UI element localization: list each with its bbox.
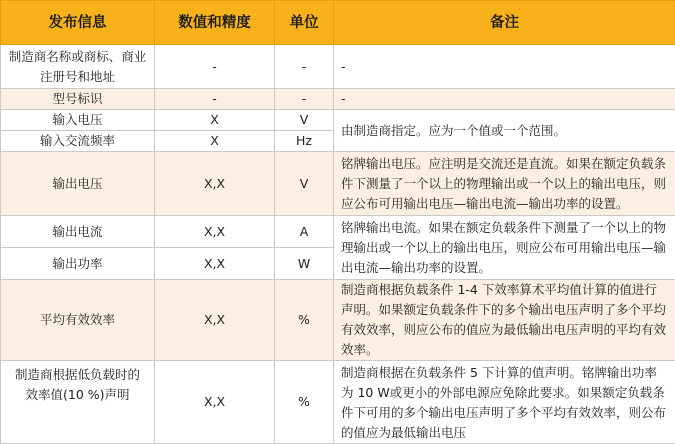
header-unit: 单位 [275, 1, 334, 45]
cell-value: X,X [155, 280, 275, 361]
cell-value: X,X [155, 152, 275, 216]
cell-value: X,X [155, 216, 275, 248]
cell-note: 制造商根据负载条件 1-4 下效率算术平均值计算的值进行声明。如果额定负载条件下的多个输出电压声明了多个平均有效效率，则应公布的值应为最低输出电压声明的平均有效效率。 [334, 280, 675, 361]
header-info: 发布信息 [1, 1, 155, 45]
table-row [1, 152, 675, 216]
cell-info: 制造商根据低负载时的效率值(10 %)声明 [1, 361, 155, 444]
cell-unit: V [275, 152, 334, 216]
cell-unit: - [275, 45, 334, 89]
cell-info: 制造商名称或商标、商业注册号和地址 [1, 45, 155, 89]
cell-info: 输入交流频率 [1, 131, 155, 152]
cell-note: - [334, 89, 675, 110]
cell-info: 型号标识 [1, 89, 155, 110]
cell-note: 制造商根据在负载条件 5 下计算的值声明。铭牌输出功率为 10 W或更小的外部电源应免除此要求。如果额定负载条件下可用的多个输出电压声明了多个平均有效效率，则公布的值应为最低输出电压 [334, 361, 675, 444]
cell-info: 输入电压 [1, 110, 155, 131]
cell-info: 输出功率 [1, 248, 155, 280]
table-row [1, 45, 675, 89]
cell-value: X,X [155, 361, 275, 444]
cell-unit: % [275, 280, 334, 361]
cell-unit: W [275, 248, 334, 280]
cell-unit: % [275, 361, 334, 444]
table-row [1, 89, 675, 110]
cell-value: X [155, 131, 275, 152]
cell-info: 输出电流 [1, 216, 155, 248]
cell-unit: A [275, 216, 334, 248]
cell-unit: - [275, 89, 334, 110]
header-note: 备注 [334, 1, 675, 45]
cell-note-merged: 铭牌输出电流。如果在额定负载条件下测量了一个以上的物理输出或一个以上的输出电压，则应公布可用输出电压—输出电流—输出功率的设置。 [334, 216, 675, 280]
cell-info: 平均有效效率 [1, 280, 155, 361]
cell-unit: Hz [275, 131, 334, 152]
cell-note: 铭牌输出电压。应注明是交流还是直流。如果在额定负载条件下测量了一个以上的物理输出或一个以上的输出电压，则应公布可用输出电压—输出电流—输出功率的设置。 [334, 152, 675, 216]
table-row [1, 361, 675, 444]
header-value: 数值和精度 [155, 1, 275, 45]
cell-value: - [155, 89, 275, 110]
cell-note-merged: 由制造商指定。应为一个值或一个范围。 [334, 110, 675, 152]
header-row [1, 1, 675, 45]
cell-value: X,X [155, 248, 275, 280]
cell-note: - [334, 45, 675, 89]
cell-info: 输出电压 [1, 152, 155, 216]
table-row [1, 110, 675, 131]
cell-value: X [155, 110, 275, 131]
table-row [1, 280, 675, 361]
table-row [1, 216, 675, 248]
cell-value: - [155, 45, 275, 89]
cell-unit: V [275, 110, 334, 131]
